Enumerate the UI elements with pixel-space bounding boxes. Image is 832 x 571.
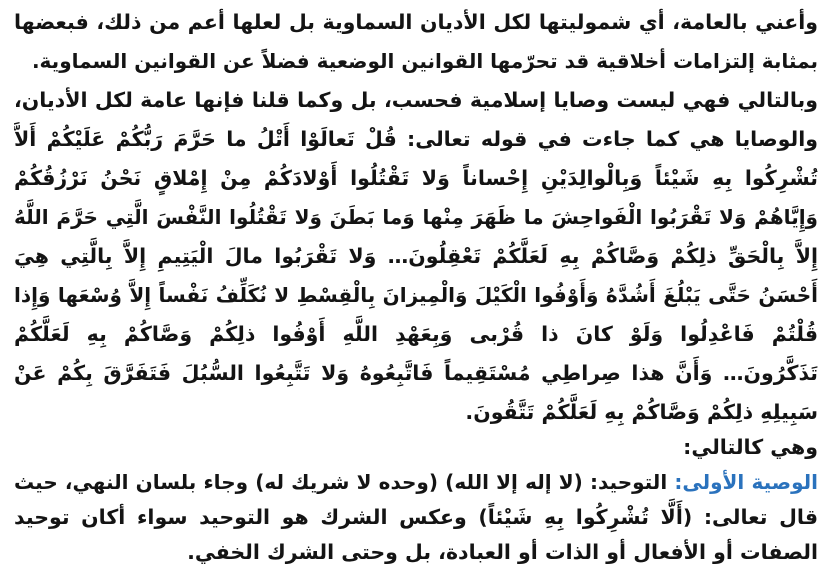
paragraph-2-line-2: والوصايا هي كما جاءت في قوله تعالى: قُلْ تَعالَوْا أَتْلُ ما حَرَّمَ رَبُّكُمْ عَلَيْكُمْ أَلاَّ [14,127,818,151]
wasiya-1-line-1 [14,463,818,501]
wasiya-1-line-2: قال تعالى: (أَلَّا تُشْرِكُوا بِهِ شَيْئاً) وعكس الشرك هو التوحيد سواء أكان توحيد [14,505,818,529]
paragraph-2-line-3: تُشْرِكُوا بِهِ شَيْئاً وَبِالْوالِدَيْنِ إِحْساناً وَلا تَقْتُلُوا أَوْلادَكُمْ مِنْ إِمْلاقٍ نَحْنُ نَرْزُقُكُمْ [14,166,818,190]
paragraph-2-line-1: وبالتالي فهي ليست وصايا إسلامية فحسب، بل وكما قلنا فإنها عامة لكل الأديان، [14,88,818,112]
wasiya-1-text: التوحيد: (لا إله إلا الله) (وحده لا شريك له) وجاء بلسان النهي، حيث [14,470,668,494]
paragraph-1-line-1: وأعني بالعامة، أي شموليتها لكل الأديان السماوية بل لعلها أعم من ذلك، فبعضها [14,10,818,34]
paragraph-2-line-8: تَذَكَّرُونَ… وَأَنَّ هذا صِراطِي مُسْتَقِيماً فَاتَّبِعُوهُ وَلا تَتَّبِعُوا السُّبُلَ فَتَفَرَّقَ بِكُمْ عَنْ [14,361,818,385]
paragraph-2-line-6: أَحْسَنُ حَتَّى يَبْلُغَ أَشُدَّهُ وَأَوْفُوا الْكَيْلَ وَالْمِيزانَ بِالْقِسْطِ لا نُكَلِّفُ نَفْساً إِلاَّ وُسْعَها وَإِذا [14,283,818,307]
paragraph-1-line-2: بمثابة إلتزامات أخلاقية قد تحرّمها القوانين الوضعية فضلاً عن القوانين السماوية. [31,49,818,73]
paragraph-2-line-4: وَإِيَّاهُمْ وَلا تَقْرَبُوا الْفَواحِشَ ما ظَهَرَ مِنْها وَما بَطَنَ وَلا تَقْتُلُوا النَّفْسَ الَّتِي حَرَّمَ اللَّهُ [14,205,818,229]
paragraph-2-line-7: قُلْتُمْ فَاعْدِلُوا وَلَوْ كانَ ذا قُرْبى وَبِعَهْدِ اللَّهِ أَوْفُوا ذلِكُمْ وَصَّاكُمْ بِهِ لَعَلَّكُمْ [14,322,818,346]
paragraph-2-line-5: إِلاَّ بِالْحَقِّ ذلِكُمْ وَصَّاكُمْ بِهِ لَعَلَّكُمْ تَعْقِلُونَ… وَلا تَقْرَبُوا مالَ الْيَتِيمِ إِلاَّ بِالَّتِي هِيَ [14,244,818,268]
list-intro-heading: وهي كالتالي: [683,435,818,459]
wasiya-1-label: الوصية الأولى: [674,470,818,494]
wasiya-1-line-3: الصفات أو الأفعال أو الذات أو العبادة، بل وحتى الشرك الخفي. [187,540,818,564]
paragraph-2-line-9: سَبِيلِهِ ذلِكُمْ وَصَّاكُمْ بِهِ لَعَلَّكُمْ تَتَّقُونَ. [465,400,818,424]
